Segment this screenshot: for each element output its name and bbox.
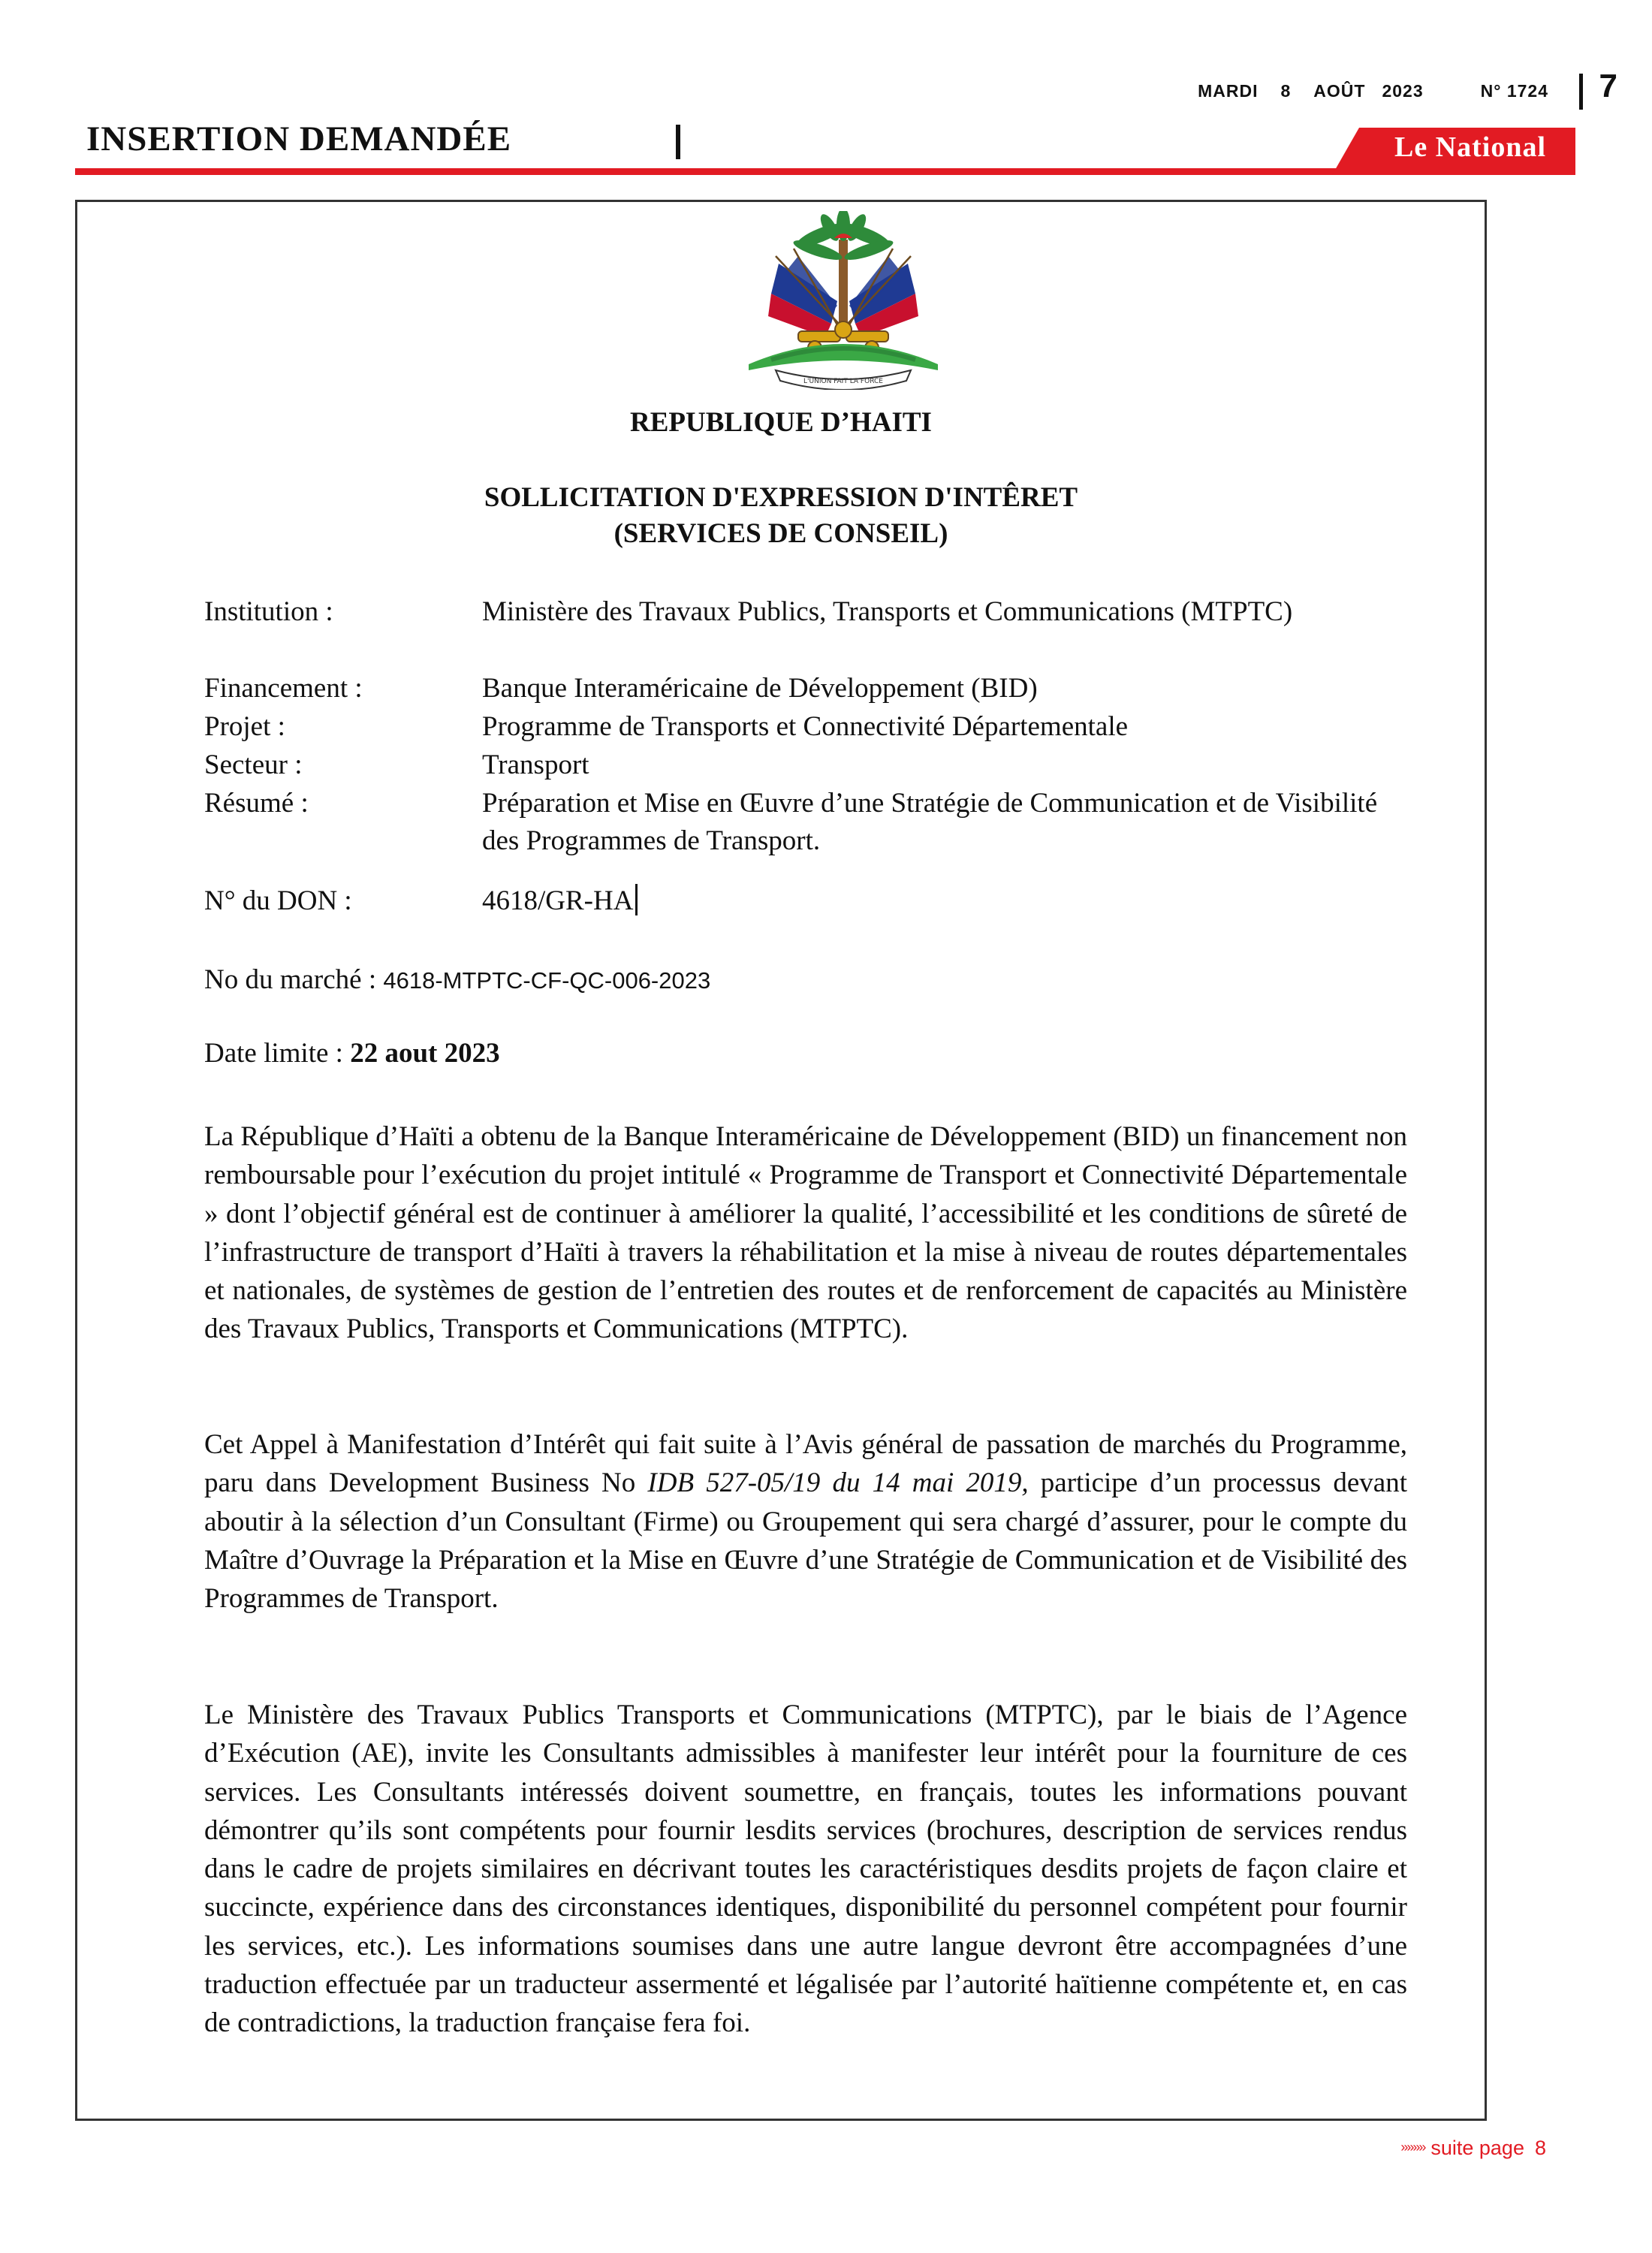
paragraph-call-reference: IDB 527-05/19 du 14 mai 2019, xyxy=(647,1467,1029,1499)
field-value: Ministère des Travaux Publics, Transports et Communications (MTPTC) xyxy=(482,596,1293,627)
chevrons-icon: »»»» xyxy=(1400,2140,1425,2155)
page-number-divider xyxy=(1579,74,1583,110)
issue-number: N° 1724 xyxy=(1480,81,1548,101)
notice-title: SOLLICITATION D'EXPRESSION D'INTÊRET xyxy=(484,482,1078,513)
field-value: Programme de Transports et Connectivité Départementale xyxy=(482,711,1129,742)
paragraph-call-text: Cet Appel à Manifestation d’Intérêt qui fait suite à l’Avis général de passation de marchés du Programme, paru dans Development Business No xyxy=(204,1429,1407,1499)
issue-meta xyxy=(1198,81,1563,101)
paragraph-financing: La République d’Haïti a obtenu de la Banque Interaméricaine de Développement (BID) un financement non remboursable pour l’exécution du projet intitulé « Programme de Transport et Connectivité Départementale » dont l’objectif général est de continuer à améliorer la qualité, l’accessibilité et les conditions de sûreté de l’infrastructure de transport d’Haïti à travers la réhabilitation et la mise à niveau de routes départementales et nationales, de systèmes de gestion de l’entretien des routes et de renforcement de capacités au Ministère des Travaux Publics, Transports et Communications (MTPTC). xyxy=(204,1121,1407,1345)
issue-year: 2023 xyxy=(1382,81,1424,101)
field-label: N° du DON : xyxy=(204,885,352,916)
field-label: Financement : xyxy=(204,673,363,704)
field-label: Projet : xyxy=(204,711,285,742)
issue-date-number: 8 xyxy=(1280,81,1292,101)
field-label: Secteur : xyxy=(204,749,303,780)
text-cursor xyxy=(635,884,638,915)
don-number: 4618/GR-HA xyxy=(482,885,634,916)
field-label: Institution : xyxy=(204,596,333,627)
paragraph-call-text-end: participe d’un processus devant aboutir à la sélection d’un Consultant (Firme) ou Groupement qui sera chargé d’assurer, pour le compte du Maître d’Ouvrage la Préparation et la Mise en Œuvre d’une Stratégie de Communication et de Visibilité des Programmes de Transport. xyxy=(204,1467,1407,1615)
section-title-divider xyxy=(676,125,680,159)
field-label: Résumé : xyxy=(204,788,309,819)
issue-day: MARDI xyxy=(1198,81,1259,101)
deadline-label: Date limite : xyxy=(204,1038,343,1069)
market-number: 4618-MTPTC-CF-QC-006-2023 xyxy=(383,967,711,994)
section-title: INSERTION DEMANDÉE xyxy=(86,119,512,158)
field-value xyxy=(482,882,1410,920)
country-heading: REPUBLIQUE D’HAITI xyxy=(630,407,932,438)
continued-label: suite page xyxy=(1430,2137,1524,2159)
haiti-coat-of-arms-icon xyxy=(726,211,960,390)
field-value: Préparation et Mise en Œuvre d’une Stratégie de Communication et de Visibilité des Programmes de Transport. xyxy=(482,788,1378,856)
market-number-row xyxy=(204,964,710,996)
market-label: No du marché : xyxy=(204,964,377,995)
field-value: Banque Interaméricaine de Développement (BID) xyxy=(482,673,1038,704)
field-value: Transport xyxy=(482,749,589,780)
coat-motto: L'UNION FAIT LA FORCE xyxy=(803,378,883,385)
page-number: 7 xyxy=(1599,68,1617,104)
issue-month: AOÛT xyxy=(1313,81,1366,101)
deadline-value: 22 aout 2023 xyxy=(350,1038,500,1069)
paragraph-call xyxy=(204,1425,1407,1618)
continued-page: 8 xyxy=(1534,2137,1546,2159)
notice-subtitle: (SERVICES DE CONSEIL) xyxy=(613,518,948,549)
deadline-row xyxy=(204,1037,500,1069)
paragraph-invitation: Le Ministère des Travaux Publics Transports et Communications (MTPTC), par le biais de l’Agence d’Exécution (AE), invite les Consultants admissibles à manifester leur intérêt pour la fourniture de ces services. Les Consultants intéressés doivent soumettre, en français, toutes les informations pouvant démontrer qu’ils sont compétents pour fournir lesdits services (brochures, description de services rendus dans le cadre de projets similaires en décrivant toutes les caractéristiques desdits projets de façon claire et succincte, expérience dans des circonstances identiques, disponibilité du personnel compétent pour fournir les services, etc.). Les informations soumises dans une autre langue devront être accompagnées d’une traduction effectuée par un traducteur assermenté et légalisée par l’autorité haïtienne compétente et, en cas de contradictions, la traduction française fera foi. xyxy=(204,1700,1407,2039)
continued-link[interactable] xyxy=(1400,2137,1546,2160)
brand-name: Le National xyxy=(1394,131,1547,163)
